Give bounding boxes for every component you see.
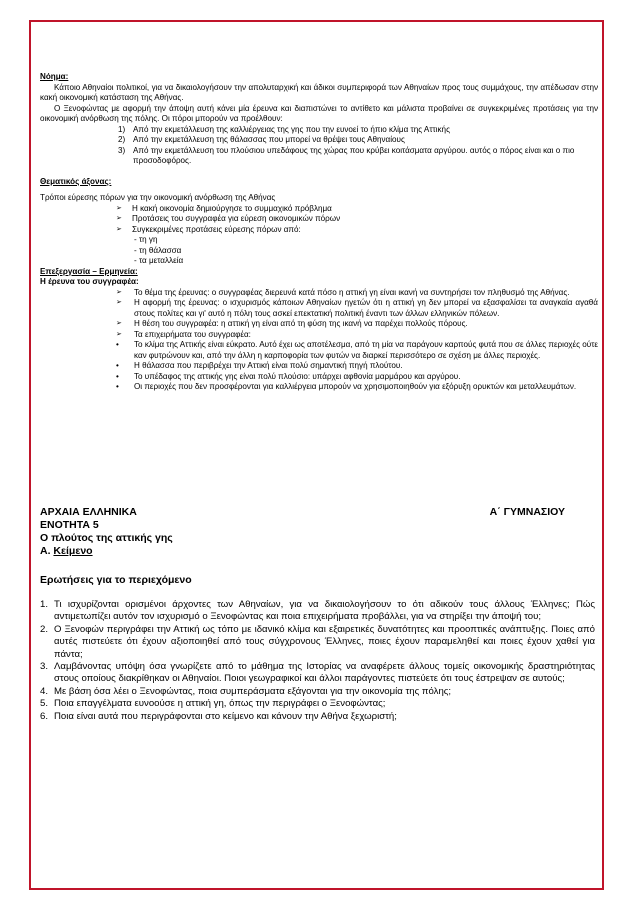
arrow-bullet-icon: ➢ xyxy=(116,225,122,233)
question-item: 3. Λαμβάνοντας υπόψη όσα γνωρίζετε από το μάθημα της Ιστορίας να αναφέρετε άλλους τομείς οικονομικής δραστηριότητας στους οποίους διακρίθηκαν οι Αθηναίοι. Ποιοι γεωγραφικοί και άλλοι παράγοντες πιστεύετε ότι τους έστρεψαν σε αυτούς; xyxy=(40,661,595,685)
sub-item: - τα μεταλλεία xyxy=(134,256,184,265)
questions-title: Ερωτήσεις για το περιεχόμενο xyxy=(40,574,192,586)
erevna-list xyxy=(40,288,598,341)
dot-bullet-icon: • xyxy=(116,382,119,391)
list-item: ➢ Προτάσεις του συγγραφέα για εύρεση οικονομικών πόρων xyxy=(116,214,341,223)
noima-paragraph-1: Κάποιο Αθηναίοι πολιτικοί, για να δικαιολογήσουν την απολυταρχική και άδικοι συμπεριφορά των Αθηναίων προς τους συμμάχους, την απέδωσαν στην κακή οικονομική κατάσταση της Αθήνας. xyxy=(40,82,598,102)
list-item: ➢ Η κακή οικονομία δημιούργησε το συμμαχικό πρόβλημα xyxy=(116,203,332,213)
text-link[interactable]: Κείμενο xyxy=(53,545,93,557)
noima-heading: Νόημα: xyxy=(40,72,69,81)
question-item: 2. Ο Ξενοφών περιγράφει την Αττική ως τόπο με ιδανικό κλίμα και εξαιρετικές δυνατότητες και προοπτικές ανάπτυξης. Ποιες από αυτές πιστεύετε ότι έχουν αξιοποιηθεί από τους σύγχρονους Έλληνες, ποιες έχουν παραμεληθεί και ποιες έχουν χαθεί για πάντα; xyxy=(40,623,595,660)
arguments-list xyxy=(40,340,598,393)
sub-item: - τη γη xyxy=(134,235,158,244)
questions-list xyxy=(40,599,595,723)
sub-item: - τη θάλασσα xyxy=(134,245,182,255)
question-item: 6. Ποια είναι αυτά που περιγράφονται στο κείμενο και κάνουν την Αθήνα ξεχωριστή; xyxy=(40,710,397,722)
list-item: 1) Από την εκμετάλλευση της καλλιέργειας της γης που την ευνοεί το ήπιο κλίμα της Αττικής xyxy=(118,124,450,134)
noima-list xyxy=(40,125,598,167)
dot-bullet-icon: • xyxy=(116,340,119,349)
list-item: • Η θάλασσα που περιβρέχει την Αττική είναι πολύ σημαντική πηγή πλούτου. xyxy=(116,361,403,370)
list-item: • Οι περιοχές που δεν προσφέρονται για καλλιέργεια μπορούν να χρησιμοποιηθούν για εξόρυξη ορυκτών και μεταλλευμάτων. xyxy=(116,382,577,391)
axonas-list xyxy=(40,204,598,236)
unit-title: Ο πλούτος της αττικής γης xyxy=(40,532,173,544)
arrow-bullet-icon: ➢ xyxy=(116,288,122,296)
arrow-bullet-icon: ➢ xyxy=(116,330,122,338)
list-item: ➢ Συγκεκριμένες προτάσεις εύρεσης πόρων από: xyxy=(116,224,301,234)
subject-label: ΑΡΧΑΙΑ ΕΛΛΗΝΙΚΑ xyxy=(40,506,137,518)
epexergasia-heading: Επεξεργασία – Ερμηνεία: xyxy=(40,266,138,276)
unit-label: ΕΝΟΤΗΤΑ 5 xyxy=(40,519,99,531)
arrow-bullet-icon: ➢ xyxy=(116,215,122,222)
erevna-heading: Η έρευνα του συγγραφέα: xyxy=(40,277,139,286)
list-item: 2) Από την εκμετάλλευση της θάλασσας που μπορεί να θρέψει τους Αθηναίους xyxy=(118,135,405,144)
list-item: ➢ Τα επιχειρήματα του συγγραφέα: xyxy=(116,329,251,339)
list-item: • Το υπέδαφος της αττικής γης είναι πολύ πλούσιο: υπάρχει αφθονία μαρμάρου και αργύρου. xyxy=(116,371,461,381)
question-item: 5. Ποια επαγγέλματα ευνοούσε η αττική γη, όπως την περιγράφει ο Ξενοφώντας; xyxy=(40,698,386,710)
dot-bullet-icon: • xyxy=(116,371,119,381)
list-item: ➢ Το θέμα της έρευνας: ο συγγραφέας διερευνά κατά πόσο η αττική γη είναι ικανή να συντηρήσει τον πληθυσμό της Αθήνας. xyxy=(116,287,570,297)
list-item: ➢ Η θέση του συγγραφέα: η αττική γη είναι από τη φύση της ικανή να παρέχει πολλούς πόρους. xyxy=(116,319,468,328)
worksheet-section xyxy=(40,506,595,723)
list-item: • Το κλίμα της Αττικής είναι εύκρατο. Αυτό έχει ως αποτέλεσμα, από τη μία να παράγουν καρπούς φυτά που σε άλλες περιοχές ούτε καν φυτρώνουν και, από την άλλη η καρποφορία των φυτών να διαρκεί περισσότερο σε σχέση με άλλες περιοχές. xyxy=(116,340,598,360)
arrow-bullet-icon: ➢ xyxy=(116,320,122,327)
notes-section xyxy=(40,72,598,393)
list-item: ➢ Η αφορμή της έρευνας: ο ισχυρισμός κάποιων Αθηναίων ηγετών ότι η αττική γη δεν μπορεί να εξασφαλίσει τα αναγκαία αγαθά στους πολίτες και γι' αυτό η πόλη τους ασκεί επεκτατική πολιτική έναντι των άλλων ελληνικών πόλεων. xyxy=(116,298,598,318)
list-item: 3) Από την εκμετάλλευση του πλούσιου υπεδάφους της χώρας που κρύβει κοιτάσματα αργύρου. αυτός ο πόρος είναι και ο πιο προσοδοφόρος. xyxy=(118,145,575,165)
dot-bullet-icon: • xyxy=(116,361,119,370)
section-label: Α. Κείμενο xyxy=(40,545,93,557)
axonas-heading: Θεματικός άξονας: xyxy=(40,176,112,186)
arrow-bullet-icon: ➢ xyxy=(116,299,122,306)
worksheet-header xyxy=(40,506,595,519)
axonas-intro: Τρόποι εύρεσης πόρων για την οικονομική ανόρθωση της Αθήνας xyxy=(40,193,276,202)
question-item: 4. Με βάση όσα λέει ο Ξενοφώντας, ποια συμπεράσματα εξάγονται για την οικονομία της πόλης; xyxy=(40,685,452,697)
grade-label: Α΄ ΓΥΜΝΑΣΙΟΥ xyxy=(489,506,565,518)
arrow-bullet-icon: ➢ xyxy=(116,204,122,212)
noima-paragraph-2: Ο Ξενοφώντας με αφορμή την άποψη αυτή κάνει μία έρευνα και διαπιστώνει το αντίθετο και μάλιστα προβαίνει σε συγκεκριμένες προτάσεις για την οικονομική ανόρθωση της πόλης. Οι πόροι μπορούν να προέλθουν: xyxy=(40,103,598,123)
question-item: 1. Τι ισχυρίζονται ορισμένοι άρχοντες των Αθηναίων, για να δικαιολογήσουν το ότι αδικούν τους άλλους Έλληνες; Πώς αντιμετωπίζει αυτόν τον ισχυρισμό ο Ξενοφώντας και ποια επιχειρήματα προβάλλει, για να στηρίξει την άποψή του; xyxy=(40,599,595,623)
